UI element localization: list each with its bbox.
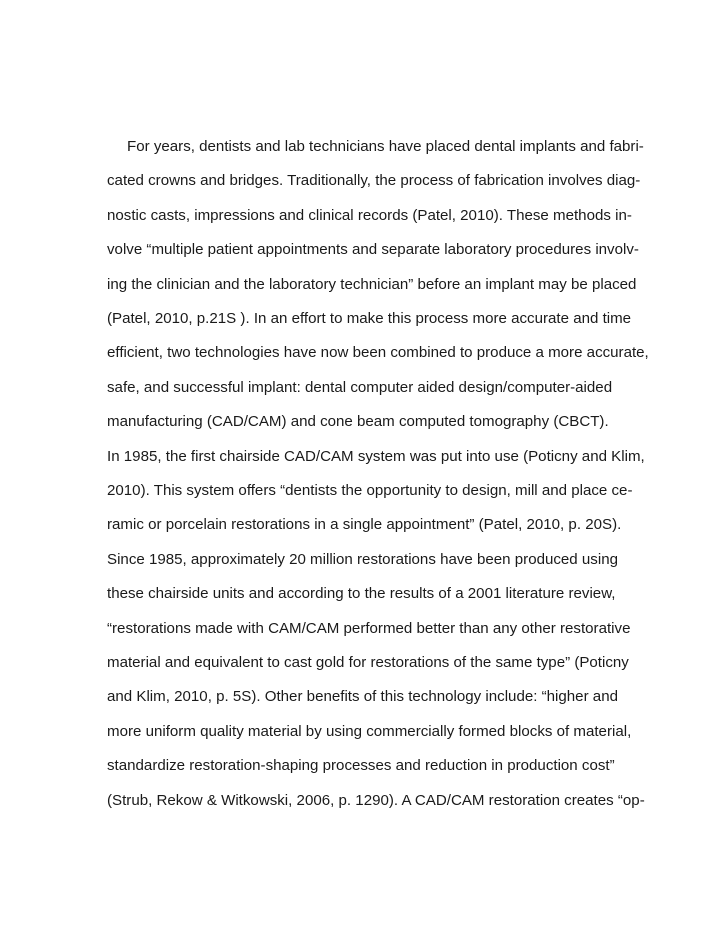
text-line: efficient, two technologies have now been combined to produce a more accurate,: [107, 344, 649, 362]
text-line: cated crowns and bridges. Traditionally, the process of fabrication involves diag-: [107, 172, 641, 190]
text-line: nostic casts, impressions and clinical records (Patel, 2010). These methods in-: [107, 206, 632, 224]
text-line: standardize restoration-shaping processes and reduction in production cost”: [107, 757, 615, 775]
text-line: (Strub, Rekow & Witkowski, 2006, p. 1290). A CAD/CAM restoration creates “op-: [107, 791, 645, 809]
text-line: material and equivalent to cast gold for restorations of the same type” (Poticny: [107, 654, 629, 671]
text-line: 2010). This system offers “dentists the opportunity to design, mill and place ce-: [107, 482, 633, 499]
text-line: (Patel, 2010, p.21S ). In an effort to make this process more accurate and time: [107, 310, 632, 327]
text-line: Since 1985, approximately 20 million restorations have been produced using: [107, 550, 618, 568]
text-line: “restorations made with CAM/CAM performed better than any other restorative: [107, 619, 631, 637]
text-line: volve “multiple patient appointments and separate laboratory procedures involv-: [107, 241, 639, 259]
text-line: safe, and successful implant: dental computer aided design/computer-aided: [107, 378, 613, 396]
text-line: more uniform quality material by using commercially formed blocks of material,: [107, 722, 632, 740]
text-line: these chairside units and according to the results of a 2001 literature review,: [107, 585, 616, 603]
text-line: ramic or porcelain restorations in a single appointment” (Patel, 2010, p. 20S).: [107, 516, 622, 534]
text-line: and Klim, 2010, p. 5S). Other benefits of this technology include: “higher and: [107, 688, 618, 706]
text-line: In 1985, the first chairside CAD/CAM system was put into use (Poticny and Klim,: [107, 447, 645, 465]
text-line: For years, dentists and lab technicians have placed dental implants and fabri-: [127, 138, 644, 155]
text-line: manufacturing (CAD/CAM) and cone beam computed tomography (CBCT).: [107, 413, 609, 431]
text-line: ing the clinician and the laboratory technician” before an implant may be placed: [107, 275, 637, 293]
